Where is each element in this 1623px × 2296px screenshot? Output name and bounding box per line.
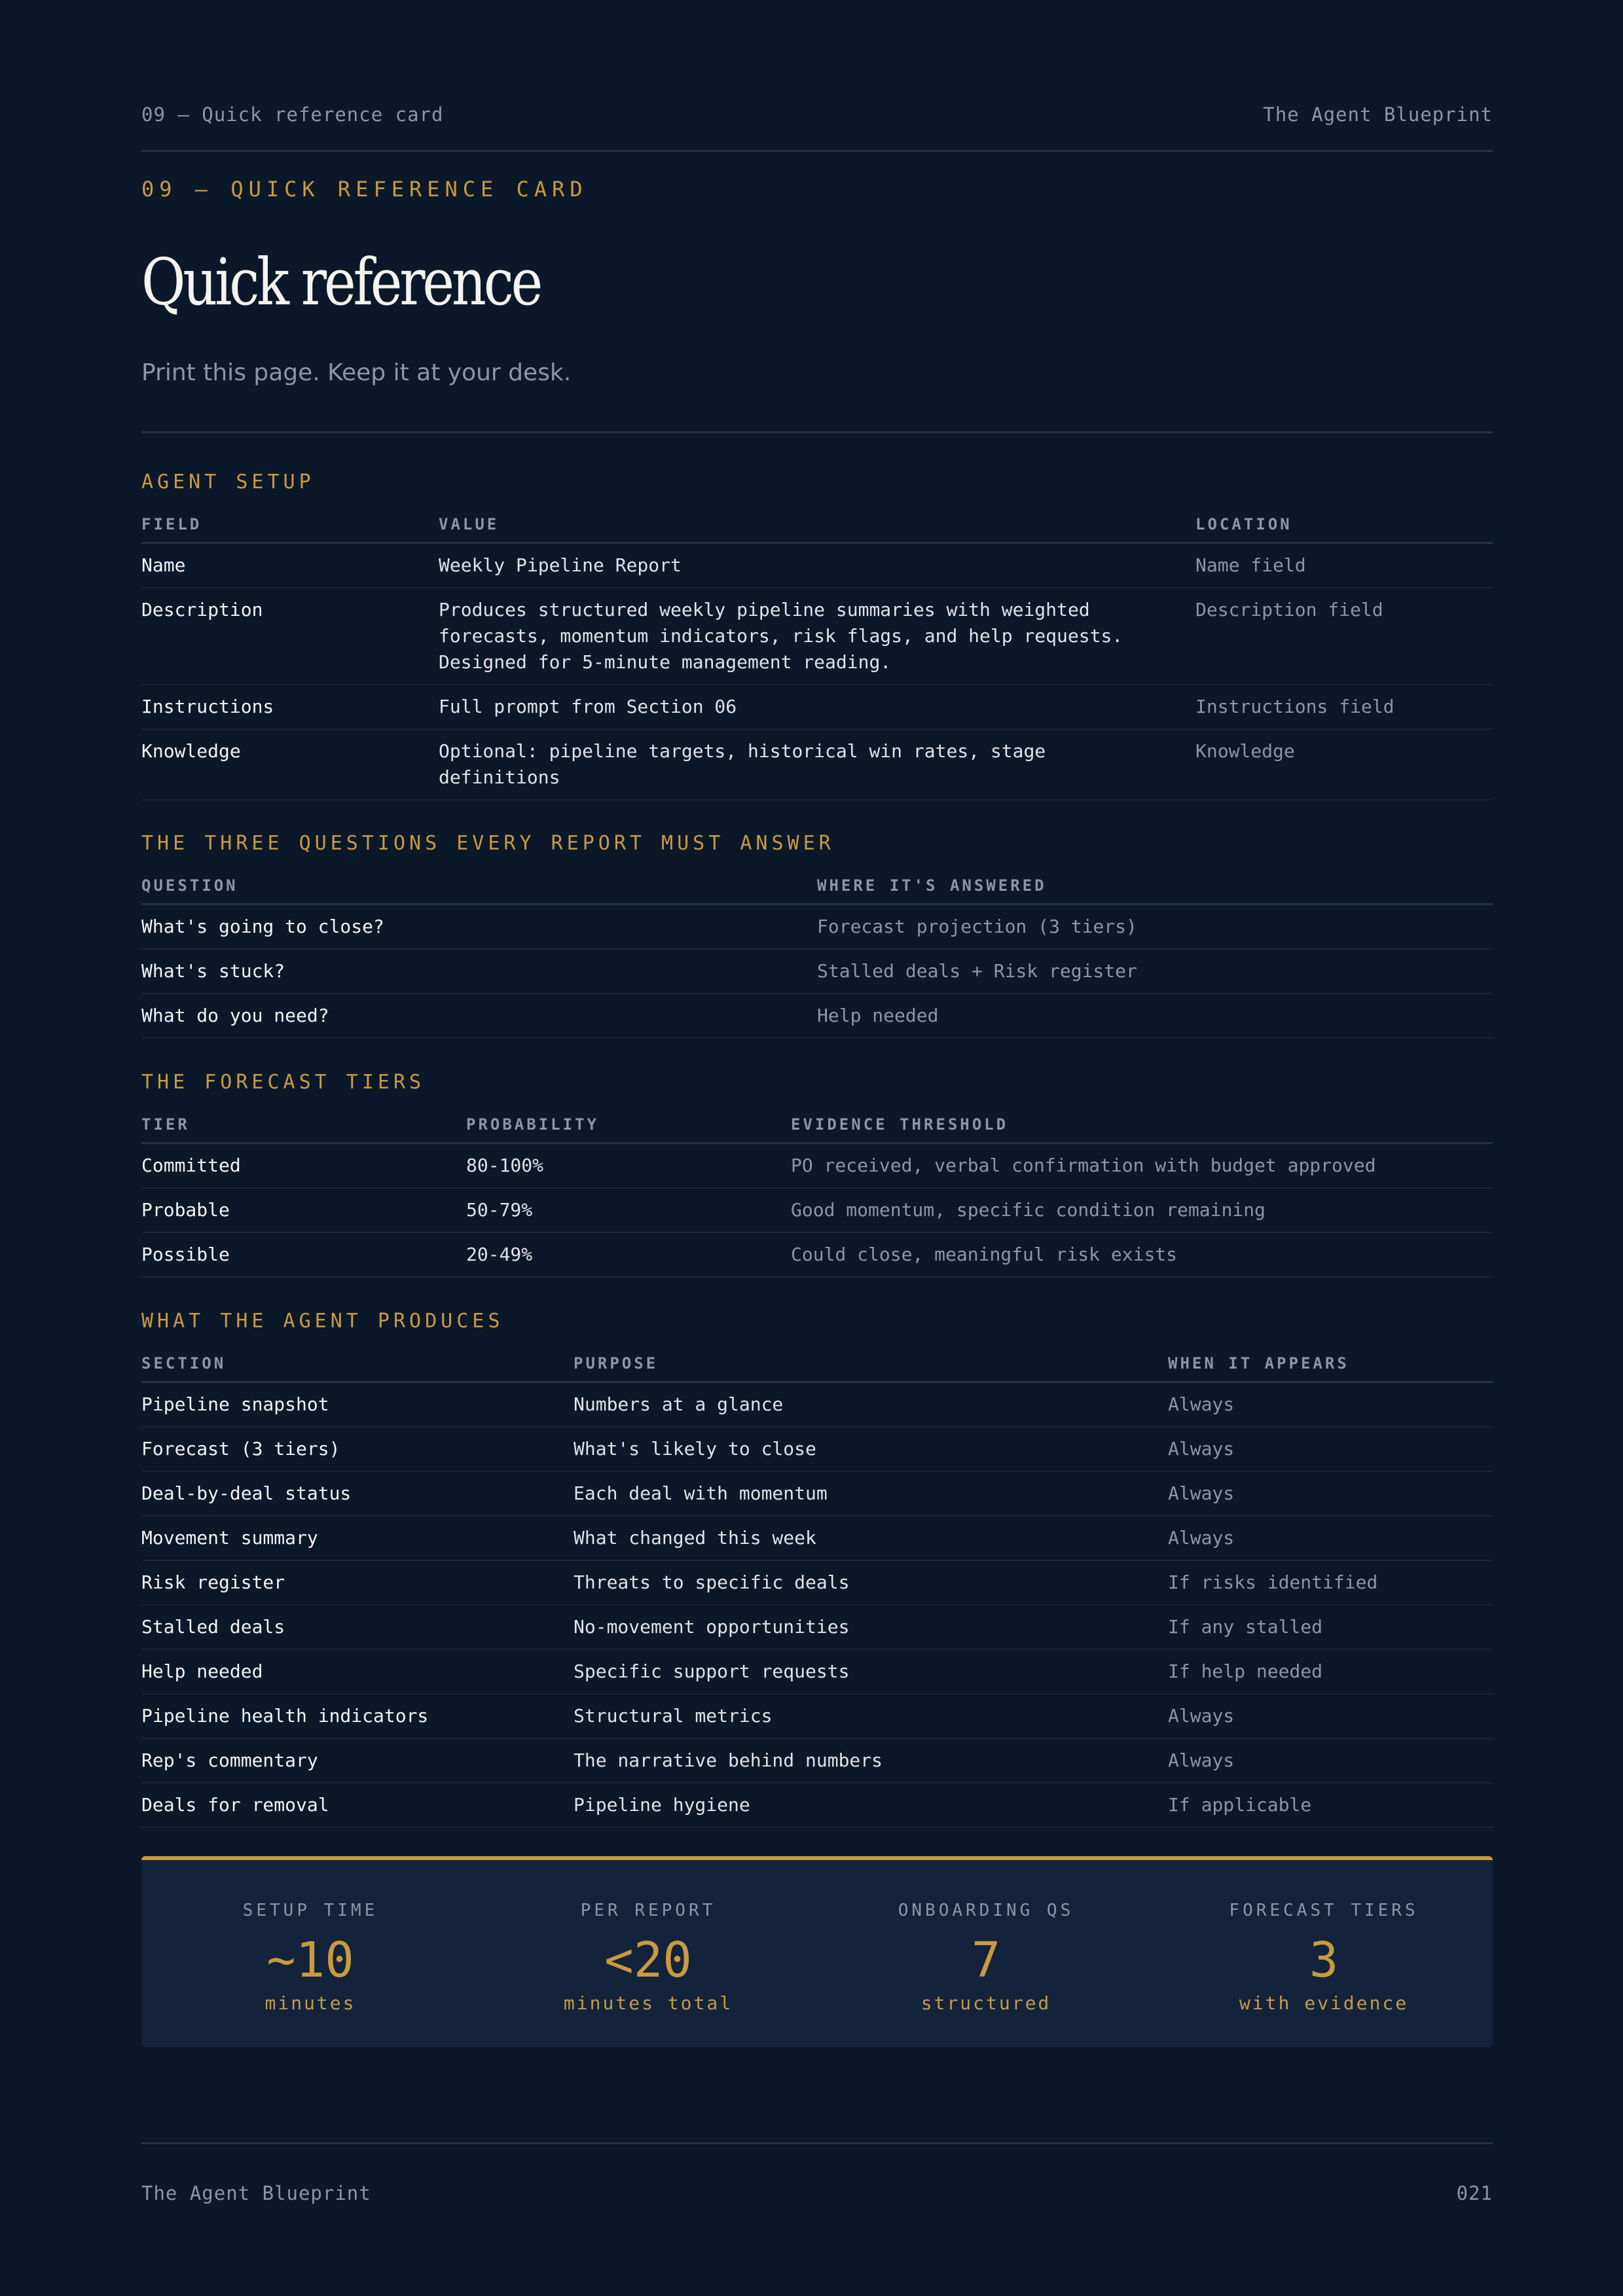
- column-header: SECTION: [141, 1355, 574, 1382]
- table-row: [141, 685, 1493, 729]
- table-row: [141, 1560, 1493, 1605]
- agent-produces-section: [141, 1310, 1493, 1828]
- stat-label: SETUP TIME: [242, 1901, 378, 1920]
- table-cell: Optional: pipeline targets, historical win rates, stage definitions: [439, 729, 1195, 800]
- table-cell: Committed: [141, 1143, 466, 1189]
- column-header: FIELD: [141, 516, 439, 543]
- section-eyebrow: 09 — QUICK REFERENCE CARD: [141, 177, 588, 202]
- stat-per-report: [479, 1860, 817, 2047]
- column-header: QUESTION: [141, 877, 817, 905]
- stat-unit: minutes: [264, 1992, 356, 2014]
- table-cell: Name: [141, 543, 439, 588]
- table-row: [141, 1605, 1493, 1649]
- table-cell: If any stalled: [1168, 1605, 1493, 1649]
- stat-forecast-tiers: [1155, 1860, 1493, 2047]
- table-cell: Specific support requests: [574, 1649, 1168, 1694]
- agent-setup-heading: AGENT SETUP: [141, 471, 315, 493]
- page: [141, 0, 1493, 2296]
- table-row: [141, 1649, 1493, 1694]
- agent-setup-table: [141, 516, 1493, 800]
- column-header: LOCATION: [1195, 516, 1493, 543]
- column-header: WHEN IT APPEARS: [1168, 1355, 1493, 1382]
- table-cell: If applicable: [1168, 1783, 1493, 1827]
- page-title: Quick reference: [141, 245, 541, 320]
- table-row: [141, 1232, 1493, 1277]
- table-cell: Risk register: [141, 1560, 574, 1605]
- footer-divider: [141, 2142, 1493, 2144]
- table-cell: Produces structured weekly pipeline summaries with weighted forecasts, momentum indicators, risk flags, and help requests. Designed for 5-minute management reading.: [439, 588, 1195, 685]
- column-header: EVIDENCE THRESHOLD: [791, 1116, 1493, 1143]
- table-cell: Instructions field: [1195, 685, 1493, 729]
- table-cell: Each deal with momentum: [574, 1471, 1168, 1516]
- stat-label: FORECAST TIERS: [1229, 1901, 1419, 1920]
- table-cell: Always: [1168, 1427, 1493, 1471]
- table-header-row: [141, 1355, 1493, 1382]
- table-row: [141, 1516, 1493, 1560]
- table-cell: What's stuck?: [141, 949, 817, 994]
- agent-setup-section: [141, 471, 1493, 800]
- stat-unit: with evidence: [1239, 1992, 1409, 2014]
- running-header: [141, 103, 1493, 126]
- running-footer-book-title: The Agent Blueprint: [141, 2182, 371, 2204]
- column-header: PURPOSE: [574, 1355, 1168, 1382]
- agent-produces-table: [141, 1355, 1493, 1828]
- table-cell: Probable: [141, 1188, 466, 1232]
- three-questions-section: [141, 833, 1493, 1039]
- stat-value: ~10: [266, 1932, 354, 1988]
- table-cell: Forecast projection (3 tiers): [817, 905, 1493, 950]
- table-cell: Help needed: [817, 994, 1493, 1038]
- stat-setup-time: [141, 1860, 479, 2047]
- stat-value: <20: [604, 1932, 692, 1988]
- table-cell: If risks identified: [1168, 1560, 1493, 1605]
- table-cell: Numbers at a glance: [574, 1382, 1168, 1427]
- table-cell: Structural metrics: [574, 1694, 1168, 1738]
- table-cell: Help needed: [141, 1649, 574, 1694]
- table-header-row: [141, 877, 1493, 905]
- table-cell: What changed this week: [574, 1516, 1168, 1560]
- table-cell: Pipeline hygiene: [574, 1783, 1168, 1827]
- table-cell: What's going to close?: [141, 905, 817, 950]
- table-cell: Rep's commentary: [141, 1738, 574, 1783]
- column-header: PROBABILITY: [466, 1116, 791, 1143]
- table-row: [141, 1783, 1493, 1827]
- table-row: [141, 1143, 1493, 1189]
- table-cell: Description field: [1195, 588, 1493, 685]
- stat-value: 3: [1309, 1932, 1339, 1988]
- table-cell: PO received, verbal confirmation with budget approved: [791, 1143, 1493, 1189]
- stat-label: ONBOARDING QS: [898, 1901, 1074, 1920]
- three-questions-table: [141, 877, 1493, 1039]
- title-divider: [141, 431, 1493, 433]
- table-cell: Forecast (3 tiers): [141, 1427, 574, 1471]
- table-cell: Instructions: [141, 685, 439, 729]
- table-row: [141, 588, 1493, 685]
- stat-label: PER REPORT: [580, 1901, 716, 1920]
- table-cell: Knowledge: [1195, 729, 1493, 800]
- column-header: VALUE: [439, 516, 1195, 543]
- three-questions-heading: THE THREE QUESTIONS EVERY REPORT MUST ANSWER: [141, 832, 835, 855]
- forecast-tiers-heading: THE FORECAST TIERS: [141, 1071, 426, 1094]
- stat-unit: structured: [921, 1992, 1051, 2014]
- page-subtitle: Print this page. Keep it at your desk.: [141, 359, 572, 386]
- table-cell: Pipeline snapshot: [141, 1382, 574, 1427]
- table-cell: Stalled deals + Risk register: [817, 949, 1493, 994]
- table-cell: Could close, meaningful risk exists: [791, 1232, 1493, 1277]
- table-cell: No-movement opportunities: [574, 1605, 1168, 1649]
- table-cell: Always: [1168, 1516, 1493, 1560]
- table-cell: Always: [1168, 1382, 1493, 1427]
- table-cell: Movement summary: [141, 1516, 574, 1560]
- table-cell: What do you need?: [141, 994, 817, 1038]
- running-footer: [141, 2182, 1493, 2204]
- table-cell: Name field: [1195, 543, 1493, 588]
- table-cell: Knowledge: [141, 729, 439, 800]
- table-row: [141, 1427, 1493, 1471]
- page-number: 021: [1456, 2182, 1493, 2204]
- table-cell: Good momentum, specific condition remaining: [791, 1188, 1493, 1232]
- table-row: [141, 543, 1493, 588]
- table-cell: Deal-by-deal status: [141, 1471, 574, 1516]
- table-cell: Always: [1168, 1471, 1493, 1516]
- table-cell: Description: [141, 588, 439, 685]
- table-cell: Threats to specific deals: [574, 1560, 1168, 1605]
- table-row: [141, 1694, 1493, 1738]
- column-header: TIER: [141, 1116, 466, 1143]
- stat-unit: minutes total: [563, 1992, 733, 2014]
- table-row: [141, 1382, 1493, 1427]
- table-cell: If help needed: [1168, 1649, 1493, 1694]
- table-cell: 20-49%: [466, 1232, 791, 1277]
- table-cell: Always: [1168, 1738, 1493, 1783]
- table-cell: Stalled deals: [141, 1605, 574, 1649]
- table-header-row: [141, 516, 1493, 543]
- table-cell: Weekly Pipeline Report: [439, 543, 1195, 588]
- table-cell: The narrative behind numbers: [574, 1738, 1168, 1783]
- header-divider: [141, 150, 1493, 152]
- stats-panel: [141, 1856, 1493, 2047]
- table-header-row: [141, 1116, 1493, 1143]
- table-cell: Deals for removal: [141, 1783, 574, 1827]
- table-row: [141, 1738, 1493, 1783]
- running-header-book-title: The Agent Blueprint: [1263, 103, 1493, 126]
- table-row: [141, 949, 1493, 994]
- running-header-section: 09 — Quick reference card: [141, 103, 444, 126]
- column-header: WHERE IT'S ANSWERED: [817, 877, 1493, 905]
- table-cell: Pipeline health indicators: [141, 1694, 574, 1738]
- agent-produces-heading: WHAT THE AGENT PRODUCES: [141, 1310, 504, 1333]
- table-row: [141, 729, 1493, 800]
- table-row: [141, 905, 1493, 950]
- table-cell: What's likely to close: [574, 1427, 1168, 1471]
- stat-onboarding-qs: [817, 1860, 1155, 2047]
- table-row: [141, 994, 1493, 1038]
- table-cell: 50-79%: [466, 1188, 791, 1232]
- forecast-tiers-table: [141, 1116, 1493, 1278]
- table-row: [141, 1471, 1493, 1516]
- table-cell: 80-100%: [466, 1143, 791, 1189]
- table-cell: Full prompt from Section 06: [439, 685, 1195, 729]
- table-cell: Possible: [141, 1232, 466, 1277]
- forecast-tiers-section: [141, 1071, 1493, 1278]
- table-row: [141, 1188, 1493, 1232]
- table-cell: Always: [1168, 1694, 1493, 1738]
- stat-value: 7: [971, 1932, 1001, 1988]
